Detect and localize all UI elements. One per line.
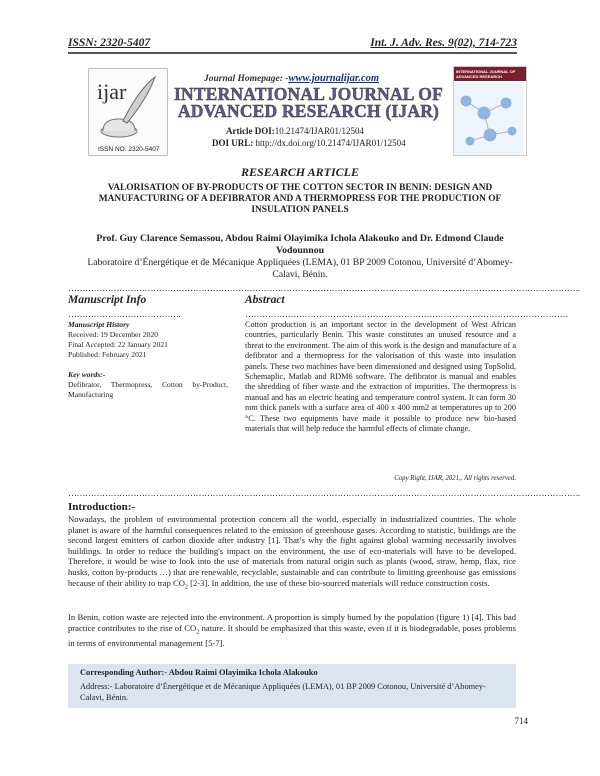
dotted-divider: ………………………………………………………………………………………………………………………………………………………………. xyxy=(68,283,580,293)
doi-url: DOI URL: http://dx.doi.org/10.21474/IJAR01/12504 xyxy=(212,138,406,148)
introduction-heading: Introduction:- xyxy=(68,501,136,513)
dotted-divider: ………………………………………………………………………………………………………………………………………………………………. xyxy=(68,488,580,498)
manuscript-history: Manuscript History Received: 19 December 2020 Final Accepted: 22 January 2021 Published: February 2021 xyxy=(68,320,168,359)
cover-title: INTERNATIONAL JOURNAL OF ADVANCED RESEARCH xyxy=(454,67,526,81)
article-type: RESEARCH ARTICLE xyxy=(241,165,359,179)
article-title: VALORISATION OF BY-PRODUCTS OF THE COTTON SECTOR IN BENIN: DESIGN AND MANUFACTURING OF A DEFIBRATOR AND A THERMOPRESS FOR THE PRODUCTION OF INSULATION PANELS xyxy=(98,183,502,215)
keywords-block: Key words:- Defibrator, Thermopress, Cotton by-Product, Manufacturing xyxy=(68,370,228,399)
article-doi: Article DOI:10.21474/IJAR01/12504 xyxy=(226,126,364,136)
introduction-paragraph-2: In Benin, cotton waste are rejected into the environment. A proportion is simply burned by the population (figure 1) [4]. This bad practice contributes to the rise of $CO_2$ nature. It should be emphasized that this waste, even if it is biodegradable, poses problems in terms of environmental management [5-7]. xyxy=(68,612,516,648)
article-affiliation: Laboratoire d’Énergétique et de Mécanique Appliquées (LEMA), 01 BP 2009 Cotonou, Université d’Abomey-Calavi, Bénin. xyxy=(87,257,513,280)
corresponding-author: Corresponding Author:- Abdou Raimi Olayimika Ichola Alakouko xyxy=(80,668,318,677)
introduction-paragraph-1: Nowadays, the problem of environmental protection concern all the world, especially in industrialized countries. The whole planet is aware of the harmful consequences related to the emission of greenhouse gases. According to statistic, buildings are the second largest emitters of carbon dioxide after industry [1]. That’s why the fight against global warming necessarily involves buildings. In order to reduce the building's impact on the environment, the use of eco-materials will have to be developed. Therefore, it would be wise to look into the use of materials from natural origin such as plants (wood, straw, hemp, flax, rice husks, cotton by-products …) that are renewable, recyclable, sustainable and can contribute to limiting greenhouse gas emissions because of their ability to trap $CO_2$ [2-3]. In addition, the use of these bio-sourced materials will reduce construction costs. xyxy=(68,514,516,591)
corresponding-address: Address:- Laboratoire d’Énergétique et de Mécanique Appliquées (LEMA), 01 BP 2009 Cotonou, Université d’Abomey-Calavi, Bénin. xyxy=(80,682,486,702)
logo-issn: ISSN NO. 2320-5407 xyxy=(98,146,160,153)
dotted-divider: …………………………………………………………………………………………………… xyxy=(245,309,568,319)
abstract-heading: Abstract xyxy=(245,294,285,306)
page-number: 714 xyxy=(514,716,528,726)
manuscript-info-heading: Manuscript Info xyxy=(68,294,147,306)
issn-header: ISSN: 2320-5407 xyxy=(68,37,151,49)
ijar-logo xyxy=(88,68,168,156)
journal-title: INTERNATIONAL JOURNAL OF ADVANCED RESEARCH (IJAR) xyxy=(174,84,443,121)
copyright: Copy Right, IJAR, 2021,. All rights reserved. xyxy=(394,475,516,482)
quill-inkpot-icon xyxy=(89,69,167,155)
homepage-link[interactable]: www.journalijar.com xyxy=(288,73,380,84)
molecule-graphic xyxy=(454,81,524,155)
citation-header: Int. J. Adv. Res. 9(02), 714-723 xyxy=(370,37,517,49)
header-rule xyxy=(68,52,517,54)
journal-cover-image xyxy=(453,66,527,156)
logo-text: ijar xyxy=(97,79,127,104)
dotted-divider: …………………………………. xyxy=(68,309,181,319)
doi-url-link[interactable]: http://dx.doi.org/10.21474/IJAR01/12504 xyxy=(255,138,406,148)
article-authors: Prof. Guy Clarence Semassou, Abdou Raimi Olayimika Ichola Alakouko and Dr. Edmond Claude Vodounnou xyxy=(96,233,504,256)
abstract-text: Cotton production is an important sector in the development of West African countries, particularly Benin. This waste constitutes an unused resource and a threat to the environment. The aim of this work is the design and manufacture of a defibrator and a thermopress for the valorisation of this waste into insulation panels. These two machines have been dimensioned and designed using TopSolid, Schemaplic, Matlab and RDM6 software. The defibrator is manual and enables the shredding of fiber waste and the extraction of impurities. The thermopress is manual and has an electric heating and temperature control system. It can form 30 mm thick panels with a surface area of 400 x 400 mm2 at temperatures up to 200 °C. These two equipments have made it possible to produce new bio-based materials that will help reduce the harmful effects of climate change. xyxy=(245,320,516,434)
journal-homepage: Journal Homepage: -www.journalijar.com xyxy=(204,73,380,84)
